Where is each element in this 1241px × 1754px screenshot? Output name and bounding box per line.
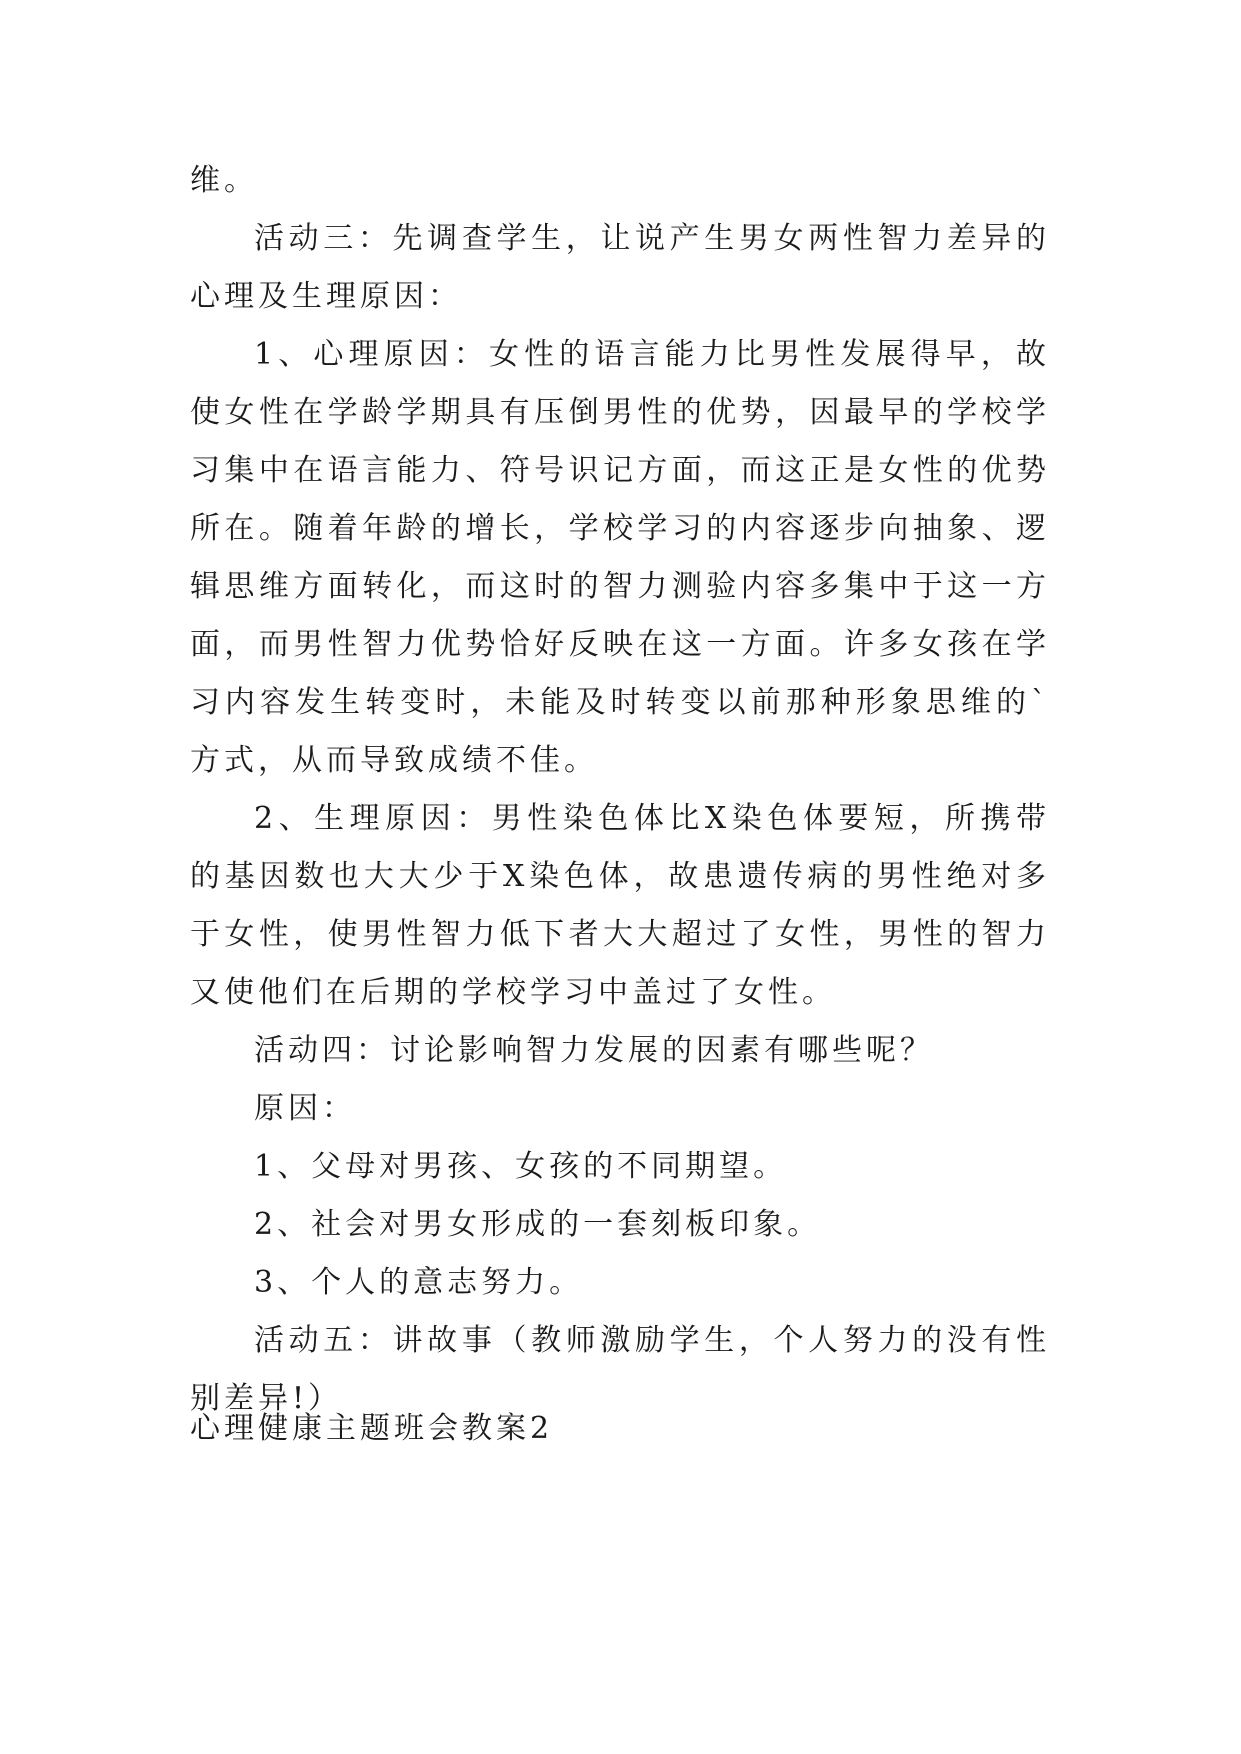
paragraph-continuation: 维。 — [190, 163, 258, 198]
paragraph-activity-three: 活动三：先调查学生，让说产生男女两性智力差异的心理及生理原因： — [190, 221, 1050, 314]
list-item-reason-2: 2、社会对男女形成的一套刻板印象。 — [254, 1207, 822, 1242]
list-item-reason-1: 1、父母对男孩、女孩的不同期望。 — [254, 1149, 788, 1184]
document-body — [190, 152, 1050, 1428]
paragraph-reasons-label: 原因： — [254, 1091, 356, 1126]
section-heading: 心理健康主题班会教案2 — [190, 1411, 554, 1446]
paragraph-psychological-reason: 1、心理原因：女性的语言能力比男性发展得早，故使女性在学龄学期具有压倒男性的优势，因最早的学校学习集中在语言能力、符号识记方面，而这正是女性的优势所在。随着年龄的增长，学校学习的内容逐步向抽象、逻辑思维方面转化，而这时的智力测验内容多集中于这一方面，而男性智力优势恰好反映在这一方面。许多女孩在学习内容发生转变时，未能及时转变以前那种形象思维的`方式，从而导致成绩不佳。 — [190, 337, 1050, 778]
paragraph-physiological-reason: 2、生理原因：男性染色体比X染色体要短，所携带的基因数也大大少于X染色体，故患遗传病的男性绝对多于女性，使男性智力低下者大大超过了女性，男性的智力又使他们在后期的学校学习中盖过了女性。 — [190, 801, 1050, 1010]
paragraph-activity-five: 活动五：讲故事（教师激励学生，个人努力的没有性别差异!） — [190, 1323, 1050, 1416]
paragraph-activity-four: 活动四：讨论影响智力发展的因素有哪些呢？ — [254, 1033, 934, 1068]
list-item-reason-3: 3、个人的意志努力。 — [254, 1265, 584, 1300]
